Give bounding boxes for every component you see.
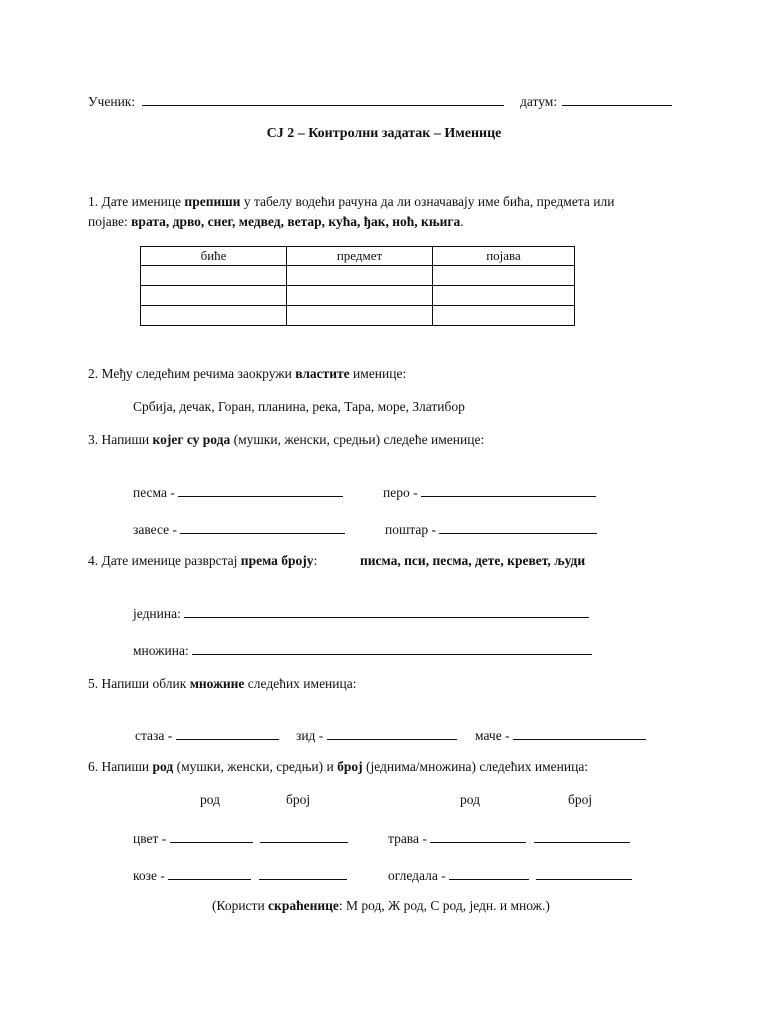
- q6-bold-broj: број: [337, 759, 363, 774]
- table-header-row: [141, 247, 575, 266]
- student-label: Ученик:: [88, 94, 136, 109]
- q3-suffix: (мушки, женски, средњи) следеће именице:: [230, 432, 485, 447]
- q6-item-koze: [133, 867, 347, 884]
- col-header-broj: број: [286, 792, 311, 807]
- item-label: цвет -: [133, 831, 167, 846]
- q4-bold: према броју: [240, 553, 314, 568]
- page-title: СЈ 2 – Контролни задатак – Именице: [266, 126, 502, 141]
- q2-suffix: именице:: [349, 366, 407, 381]
- q1-end: .: [460, 214, 464, 229]
- note-suffix: : М род, Ж род, С род, једн. и множ.): [338, 898, 550, 913]
- item-label: песма -: [133, 485, 175, 500]
- item-label: маче -: [475, 728, 510, 743]
- q4-singular-row: [133, 605, 589, 622]
- q1-line1: [88, 194, 614, 210]
- item-label: козе -: [133, 868, 165, 883]
- q5-prefix: 5. Напиши облик: [88, 676, 190, 691]
- item-label: огледала -: [388, 868, 446, 883]
- answer-line[interactable]: [513, 727, 646, 740]
- q2-instruction: [88, 366, 406, 382]
- q6-instruction: [88, 759, 588, 775]
- table-cell[interactable]: [287, 286, 433, 306]
- q3-item-postar: [385, 521, 597, 538]
- item-label: поштар -: [385, 522, 437, 537]
- q6-item-ogledala: [388, 867, 632, 884]
- q3-prefix: 3. Напиши: [88, 432, 153, 447]
- col-phenomenon: појава: [433, 247, 575, 266]
- answer-line-broj[interactable]: [259, 867, 347, 880]
- q6-prefix: 6. Напиши: [88, 759, 153, 774]
- q3-item-pero: [383, 484, 596, 501]
- date-row: [520, 93, 672, 110]
- q5-bold: множине: [189, 676, 245, 691]
- answer-line[interactable]: [421, 484, 596, 497]
- q4-plural-row: [133, 642, 592, 659]
- answer-line[interactable]: [184, 605, 589, 618]
- col-being: биће: [141, 247, 287, 266]
- abbreviation-note: [212, 898, 550, 914]
- answer-line-rod[interactable]: [170, 830, 253, 843]
- q2-words[interactable]: Србија, дечак, Горан, планина, река, Тара, море, Златибор: [133, 399, 465, 414]
- q4-words: [360, 553, 585, 569]
- q3-item-zavese: [133, 521, 345, 538]
- q4-prefix: 4. Дате именице разврстај: [88, 553, 241, 568]
- q6-mid: (мушки, женски, средњи) и: [173, 759, 338, 774]
- item-label: перо -: [383, 485, 418, 500]
- answer-line-rod[interactable]: [430, 830, 526, 843]
- q3-bold: којег су рода: [152, 432, 231, 447]
- student-name-line[interactable]: [142, 93, 504, 106]
- answer-line[interactable]: [176, 727, 279, 740]
- table-row: [141, 266, 575, 286]
- table-cell[interactable]: [287, 266, 433, 286]
- q4-instruction: [88, 553, 317, 569]
- q1-prefix: 1. Дате именице: [88, 194, 185, 209]
- answer-line-broj[interactable]: [536, 867, 632, 880]
- q1-bold: препиши: [184, 194, 241, 209]
- q5-item-staza: [135, 727, 279, 744]
- table-row: [141, 306, 575, 326]
- col-header-rod: род: [200, 792, 220, 807]
- table-cell[interactable]: [433, 286, 575, 306]
- date-label: датум:: [520, 94, 558, 109]
- q6-item-cvet: [133, 830, 348, 847]
- table-cell[interactable]: [141, 306, 287, 326]
- singular-label: једнина:: [133, 606, 181, 621]
- col-object: предмет: [287, 247, 433, 266]
- table-cell[interactable]: [433, 306, 575, 326]
- q5-item-mace: [475, 727, 646, 744]
- q5-instruction: [88, 676, 356, 692]
- q1-mid: у табелу водећи рачуна да ли означавају име бића, предмета или: [240, 194, 615, 209]
- col-header-rod-2: род: [460, 792, 480, 807]
- table-row: [141, 286, 575, 306]
- item-label: завесе -: [133, 522, 177, 537]
- answer-line-broj[interactable]: [260, 830, 348, 843]
- item-label: трава -: [388, 831, 427, 846]
- q4-colon: :: [313, 553, 318, 568]
- q1-line2: [88, 214, 464, 230]
- answer-line[interactable]: [192, 642, 592, 655]
- q1-line2-prefix: појаве:: [88, 214, 132, 229]
- q3-item-pesma: [133, 484, 343, 501]
- date-line[interactable]: [562, 93, 672, 106]
- table-cell[interactable]: [433, 266, 575, 286]
- table-cell[interactable]: [141, 266, 287, 286]
- answer-line[interactable]: [439, 521, 597, 534]
- q2-bold: властите: [295, 366, 350, 381]
- col-header-broj-2: број: [568, 792, 593, 807]
- answer-line[interactable]: [327, 727, 457, 740]
- q5-suffix: следећих именица:: [244, 676, 357, 691]
- q4-words-text: писма, пси, песма, дете, кревет, људи: [360, 553, 586, 568]
- q6-bold-rod: род: [152, 759, 174, 774]
- q6-item-trava: [388, 830, 630, 847]
- student-name-row: [88, 93, 504, 110]
- q5-item-zid: [296, 727, 457, 744]
- item-label: стаза -: [135, 728, 173, 743]
- plural-label: множина:: [133, 643, 189, 658]
- q3-instruction: [88, 432, 484, 448]
- item-label: зид -: [296, 728, 324, 743]
- q6-suffix: (једнима/множина) следећих именица:: [362, 759, 589, 774]
- answer-line[interactable]: [180, 521, 345, 534]
- answer-line[interactable]: [178, 484, 343, 497]
- table-cell[interactable]: [141, 286, 287, 306]
- answer-line-rod[interactable]: [449, 867, 529, 880]
- q2-prefix: 2. Међу следећим речима заокружи: [88, 366, 296, 381]
- table-cell[interactable]: [287, 306, 433, 326]
- answer-line-rod[interactable]: [168, 867, 251, 880]
- note-prefix: (Користи: [212, 898, 269, 913]
- answer-line-broj[interactable]: [534, 830, 630, 843]
- note-bold: скраћенице: [268, 898, 339, 913]
- classification-table: [140, 246, 575, 326]
- q1-words: врата, дрво, снег, медвед, ветар, кућа, ђак, ноћ, књига: [131, 214, 461, 229]
